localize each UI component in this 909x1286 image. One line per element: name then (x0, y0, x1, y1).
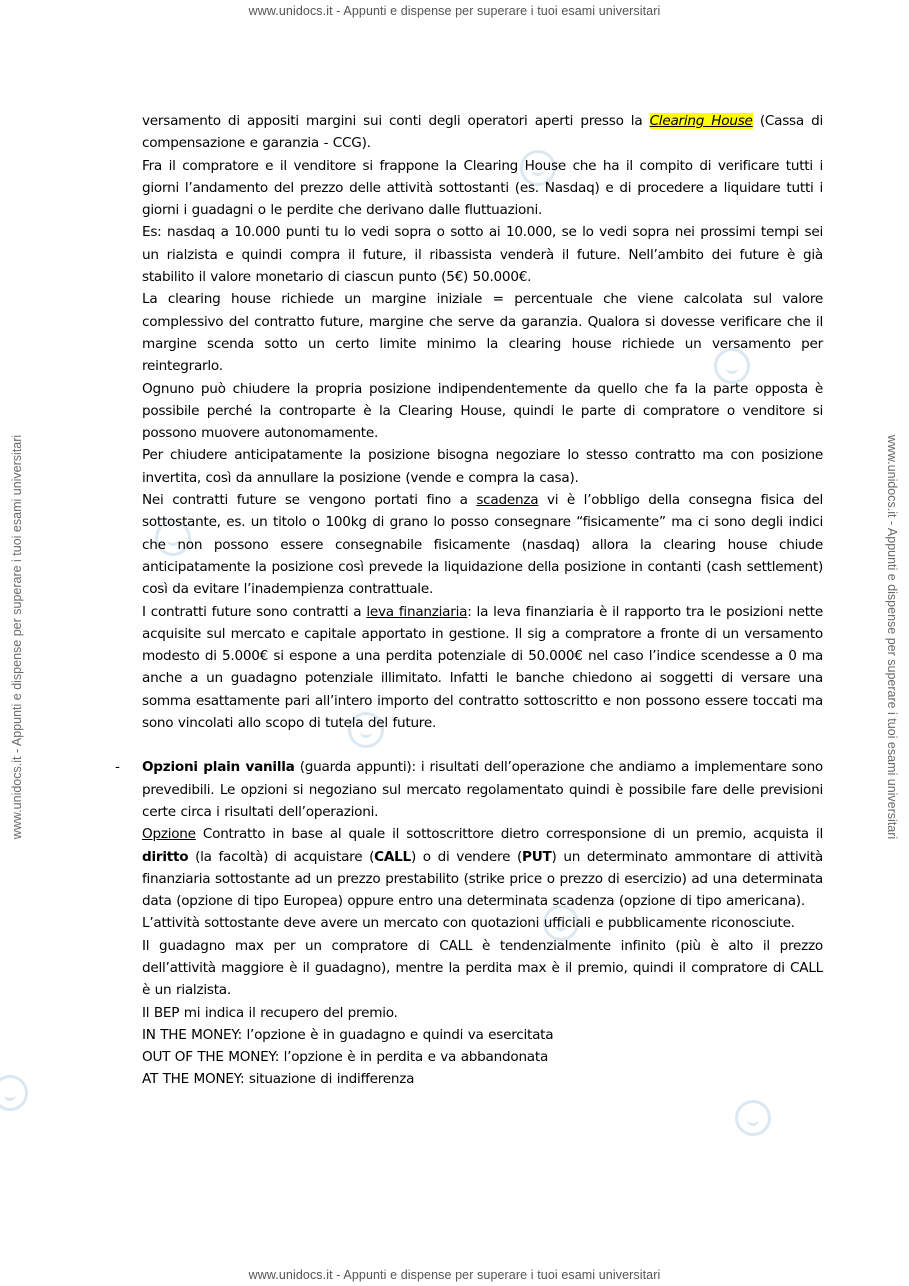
paragraph: La clearing house richiede un margine iniziale = percentuale che viene calcolata sul valore complessivo del contratto future, margine che serve da garanzia. Qualora si dovesse verificare che il margine scenda sotto un certo limite minimo la clearing house richiede un versamento per reintegrarlo. (142, 291, 823, 375)
paragraph: Il guadagno max per un compratore di CALL è tendenzialmente infinito (più è alto il prezzo dell’attività maggiore è il guadagno), mentre la perdita max è il premio, quindi il compratore di CALL è un rialzista. (142, 937, 823, 999)
underlined-term: leva finanziaria (366, 603, 468, 620)
paragraph: I contratti future sono contratti a leva finanziaria: la leva finanziaria è il rapporto tra le posizioni nette acquisite sul mercato e capitale apportato in gestione. Il sig a compratore a fronte di un versamento modesto di 5.000€ si espone a una perdita potenziale di 50.000€ nel caso l’indice scendesse a 0 ma anche a un guadagno potenziale illimitato. Infatti le banche chiedono ai soggetti di versare una somma esattamente pari all’intero importo del contratto sottoscritto e non possono essere toccati ma sono vincolati allo scopo di tutela del future. (142, 603, 823, 732)
paragraph: Per chiudere anticipatamente la posizione bisogna negoziare lo stesso contratto ma con posizione invertita, così da annullare la posizione (vende e compra la casa). (142, 447, 823, 486)
bullet-dash: - (115, 759, 120, 776)
underlined-term: scadenza (476, 492, 539, 509)
paragraph: L’attività sottostante deve avere un mercato con quotazioni ufficiali e pubblicamente riconosciute. (142, 915, 795, 932)
paragraph: Opzioni plain vanilla (guarda appunti): i risultati dell’operazione che andiamo a implementare sono prevedibili. Le opzioni si negoziano sul mercato regolamentato quindi è possibile fare delle previsioni certe circa i risultati dell’operazioni. (142, 759, 824, 820)
watermark-logo-icon (0, 1075, 28, 1111)
watermark-left: www.unidocs.it - Appunti e dispense per superare i tuoi esami universitari (10, 434, 24, 840)
watermark-right: www.unidocs.it - Appunti e dispense per superare i tuoi esami universitari (885, 434, 899, 840)
document-body (115, 110, 824, 1091)
paragraph: AT THE MONEY: situazione di indifferenza (142, 1071, 415, 1088)
paragraph: Il BEP mi indica il recupero del premio. (142, 1004, 398, 1021)
watermark-bottom: www.unidocs.it - Appunti e dispense per superare i tuoi esami universitari (248, 1268, 661, 1282)
paragraph: IN THE MONEY: l’opzione è in guadagno e quindi va esercitata (142, 1026, 554, 1043)
bold-term: Opzioni plain vanilla (142, 759, 295, 776)
paragraph: Nei contratti future se vengono portati fino a scadenza vi è l’obbligo della consegna fisica del sottostante, es. un titolo o 100kg di grano lo posso consegnare “fisicamente” ma ci sono degli indici che non possono essere consegnabile fisicamente (nasdaq) allora la clearing house chiude anticipatamente la posizione così prevede la liquidazione della posizione in contanti (cash settlement) così da evitare l’inadempienza contrattuale. (142, 492, 823, 598)
paragraph: Ognuno può chiudere la propria posizione indipendentemente da quello che fa la parte opposta è possibile perché la controparte è la Clearing House, quindi le parte di compratore o venditore si possono muovere autonomamente. (142, 380, 823, 442)
highlighted-term: Clearing House (649, 113, 753, 129)
watermark-logo-icon (735, 1100, 771, 1136)
paragraph: versamento di appositi margini sui conti degli operatori aperti presso la Clearing House (Cassa di compensazione e garanzia - CCG). (142, 113, 823, 152)
paragraph: Es: nasdaq a 10.000 punti tu lo vedi sopra o sotto ai 10.000, se lo vedi sopra nei prossimi tempi sei un rialzista e quindi compra il future, il ribassista venderà il future. Nell’ambito dei future è già stabilito il valore monetario di ciascun punto (5€) 50.000€. (142, 224, 823, 286)
bullet-item (115, 756, 824, 1090)
paragraph: Opzione Contratto in base al quale il sottoscrittore dietro corresponsione di un premio, acquista il diritto (la facoltà) di acquistare (CALL) o di vendere (PUT) un determinato ammontare di attività finanziaria sottostante ad un prezzo prestabilito (strike price o prezzo di esercizio) ad una determinata data (opzione di tipo Europea) oppure entro una determinata scadenza (opzione di tipo americana). (142, 826, 823, 910)
paragraph: OUT OF THE MONEY: l’opzione è in perdita e va abbandonata (142, 1049, 549, 1066)
underlined-term: Opzione (142, 826, 196, 843)
paragraph: Fra il compratore e il venditore si frappone la Clearing House che ha il compito di verificare tutti i giorni l’andamento del prezzo delle attività sottostanti (es. Nasdaq) e di procedere a liquidare tutti i giorni i guadagni o le perdite che derivano dalle fluttuazioni. (142, 157, 823, 219)
watermark-top: www.unidocs.it - Appunti e dispense per superare i tuoi esami universitari (248, 4, 661, 18)
spacer (142, 734, 823, 756)
